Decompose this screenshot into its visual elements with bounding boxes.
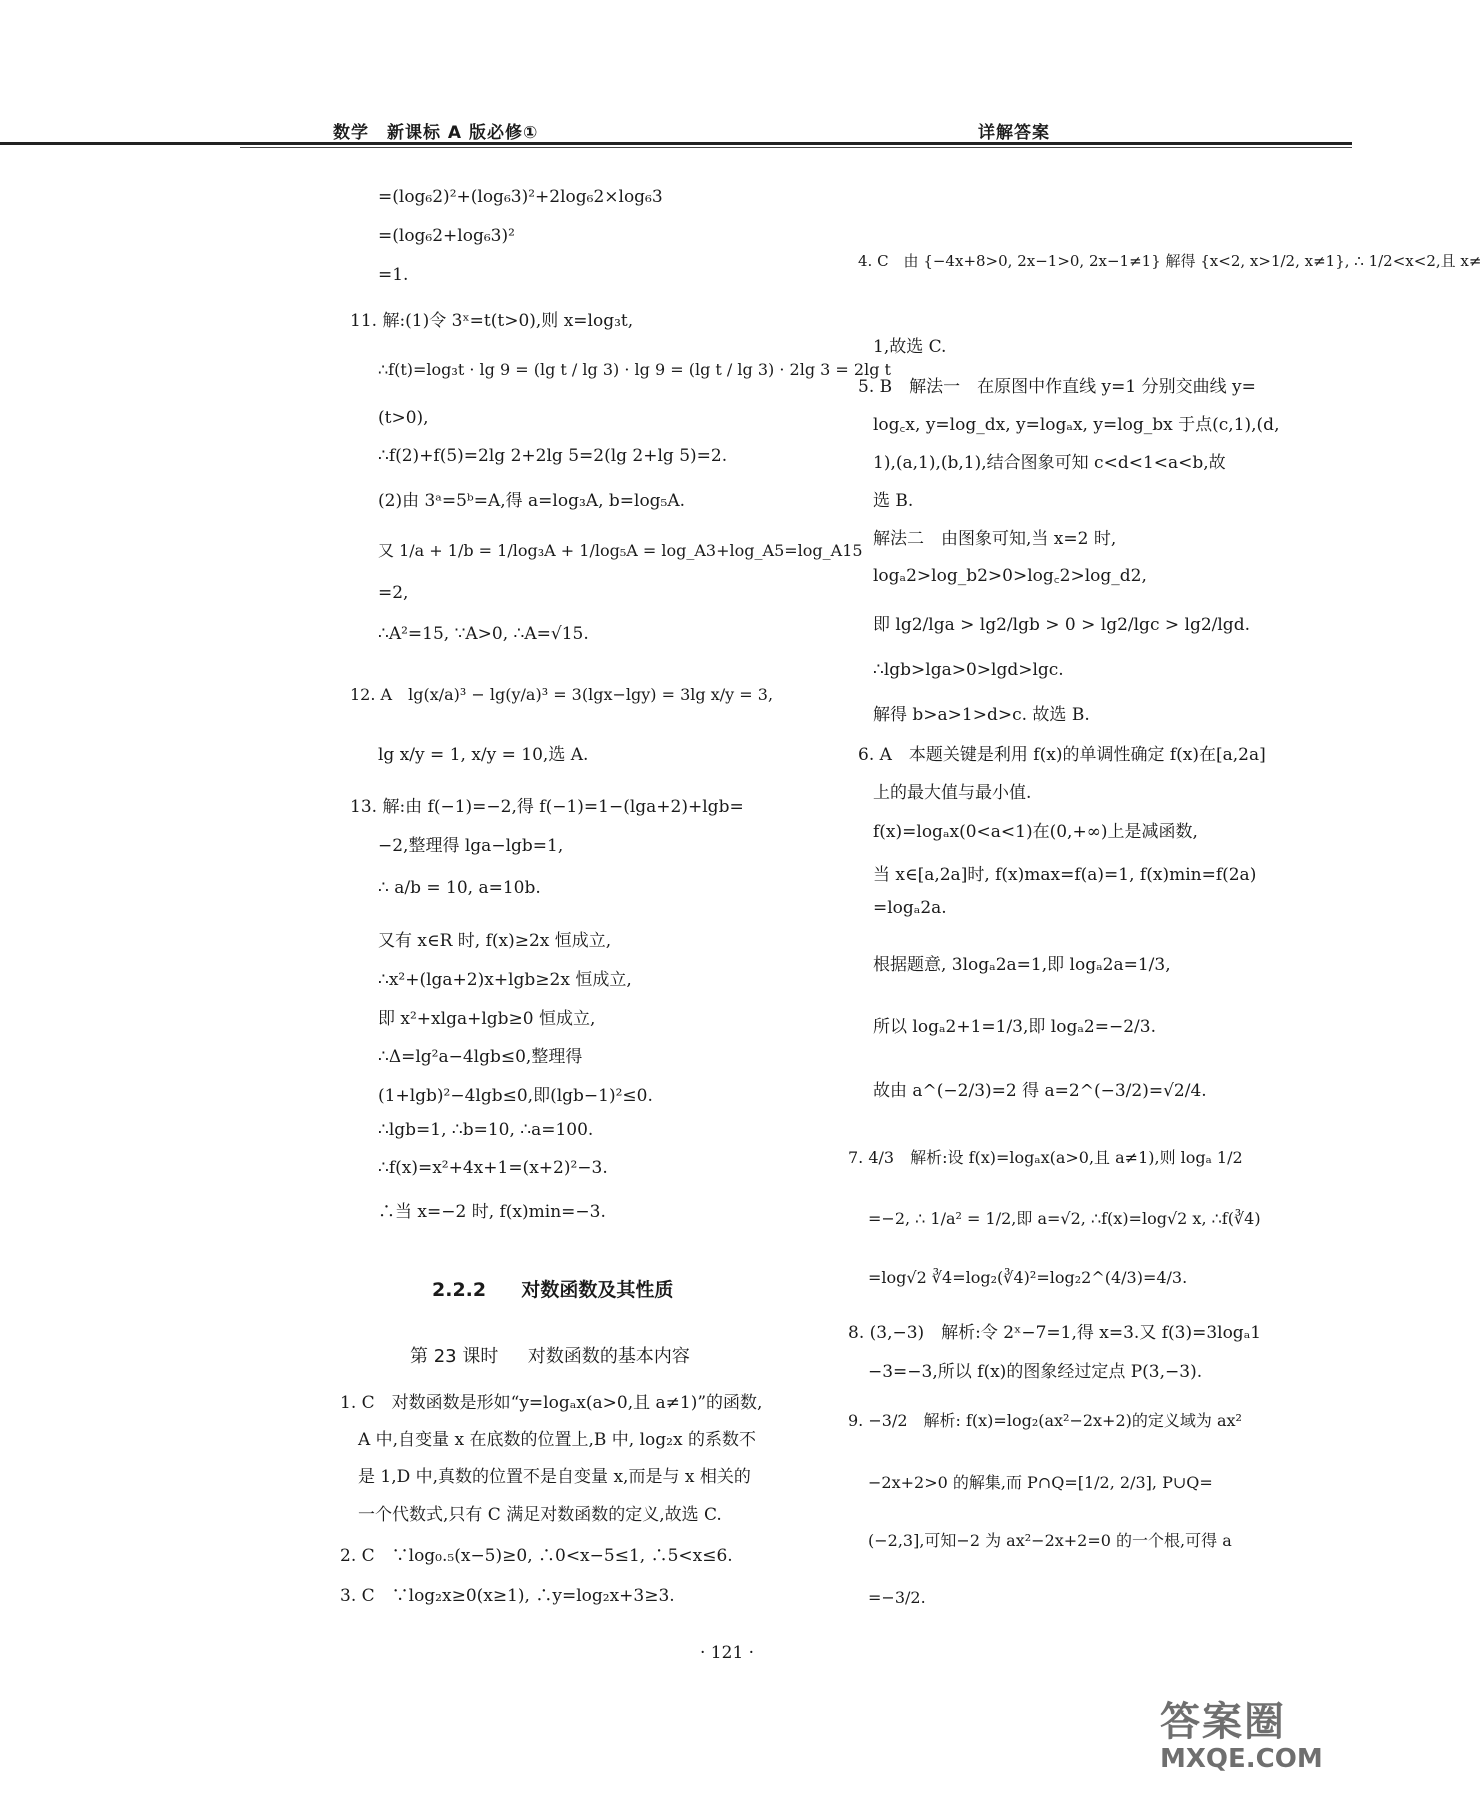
text-line: 当 x∈[a,2a]时, f(x)max=f(a)=1, f(x)min=f(2a) — [873, 865, 1257, 885]
text-line: =logₐ2a. — [873, 898, 947, 918]
text-line: ∴Δ=lg²a−4lgb≤0,整理得 — [378, 1047, 583, 1067]
text-line: =−2, ∴ 1/a² = 1/2,即 a=√2, ∴f(x)=log√2 x, ∴f(∛4) — [868, 1209, 1261, 1228]
text-line: log꜀x, y=log_dx, y=logₐx, y=log_bx 于点(c,1),(d, — [873, 415, 1280, 435]
problem-13: 13. 解:由 f(−1)=−2,得 f(−1)=1−(lga+2)+lgb= — [350, 797, 744, 817]
text-line: 1),(a,1),(b,1),结合图象可知 c<d<1<a<b,故 — [873, 453, 1226, 473]
text-line: =−3/2. — [868, 1588, 926, 1607]
text-line: 又 1/a + 1/b = 1/log₃A + 1/log₅A = log_A3+log_A5=log_A15 — [378, 541, 863, 560]
text-line: 即 x²+xlga+lgb≥0 恒成立, — [378, 1009, 596, 1029]
problem-11: 11. 解:(1)令 3ˣ=t(t>0),则 x=log₃t, — [350, 311, 634, 331]
text-line: ∴A²=15, ∵A>0, ∴A=√15. — [378, 624, 589, 644]
text-line: −2,整理得 lga−lgb=1, — [378, 836, 564, 856]
answer-9: 9. −3/2 解析: f(x)=log₂(ax²−2x+2)的定义域为 ax² — [848, 1411, 1242, 1430]
text-line: f(x)=logₐx(0<a<1)在(0,+∞)上是减函数, — [873, 822, 1198, 842]
answer-1: 1. C 对数函数是形如“y=logₐx(a>0,且 a≠1)”的函数, — [340, 1393, 763, 1413]
text-line: 选 B. — [873, 491, 914, 511]
text-line: (t>0), — [378, 408, 429, 428]
text-line: 解法二 由图象可知,当 x=2 时, — [873, 529, 1117, 549]
section-title: 对数函数及其性质 — [521, 1279, 674, 1301]
text-line: −2x+2>0 的解集,而 P∩Q=[1/2, 2/3], P∪Q= — [868, 1473, 1213, 1492]
text-line: logₐ2>log_b2>0>log꜀2>log_d2, — [873, 566, 1147, 586]
text-line: =log√2 ∛4=log₂(∛4)²=log₂2^(4/3)=4/3. — [868, 1268, 1188, 1287]
text-line: ∴f(t)=log₃t · lg 9 = (lg t / lg 3) · lg 9 = (lg t / lg 3) · 2lg 3 = 2lg t — [378, 360, 891, 379]
section-number: 2.2.2 — [432, 1279, 487, 1301]
header-right: 详解答案 — [978, 123, 1050, 143]
lesson-number: 第 23 课时 — [410, 1346, 499, 1367]
answer-8: 8. (3,−3) 解析:令 2ˣ−7=1,得 x=3.又 f(3)=3logₐ1 — [848, 1323, 1262, 1343]
text-line: 是 1,D 中,真数的位置不是自变量 x,而是与 x 相关的 — [358, 1467, 751, 1487]
text-line: ∴当 x=−2 时, f(x)min=−3. — [378, 1202, 606, 1222]
text-line: 即 lg2/lga > lg2/lgb > 0 > lg2/lgc > lg2/lgd. — [873, 615, 1250, 635]
answer-7: 7. 4/3 解析:设 f(x)=logₐx(a>0,且 a≠1),则 logₐ 1/2 — [848, 1148, 1243, 1167]
text-line: ∴f(2)+f(5)=2lg 2+2lg 5=2(lg 2+lg 5)=2. — [378, 446, 728, 466]
answer-3: 3. C ∵log₂x≥0(x≥1), ∴y=log₂x+3≥3. — [340, 1586, 675, 1606]
page-number: · 121 · — [700, 1643, 755, 1663]
text-line: =(log₆2+log₆3)² — [378, 226, 515, 246]
text-line: A 中,自变量 x 在底数的位置上,B 中, log₂x 的系数不 — [358, 1430, 756, 1450]
text-line: lg x/y = 1, x/y = 10,选 A. — [378, 745, 589, 765]
text-line: (2)由 3ᵃ=5ᵇ=A,得 a=log₃A, b=log₅A. — [378, 491, 686, 511]
header-rule — [0, 142, 1352, 145]
text-line: ∴f(x)=x²+4x+1=(x+2)²−3. — [378, 1158, 608, 1178]
text-line: 又有 x∈R 时, f(x)≥2x 恒成立, — [378, 931, 612, 951]
text-line: −3=−3,所以 f(x)的图象经过定点 P(3,−3). — [868, 1362, 1203, 1382]
text-line: ∴ a/b = 10, a=10b. — [378, 878, 541, 898]
text-line: 根据题意, 3logₐ2a=1,即 logₐ2a=1/3, — [873, 955, 1171, 975]
text-line: 一个代数式,只有 C 满足对数函数的定义,故选 C. — [358, 1505, 722, 1525]
text-line: 故由 a^(−2/3)=2 得 a=2^(−3/2)=√2/4. — [873, 1081, 1207, 1101]
lesson-title: 对数函数的基本内容 — [527, 1346, 690, 1367]
text-line: (−2,3],可知−2 为 ax²−2x+2=0 的一个根,可得 a — [868, 1531, 1232, 1550]
text-line: 上的最大值与最小值. — [873, 783, 1032, 803]
text-line: ∴lgb=1, ∴b=10, ∴a=100. — [378, 1120, 594, 1140]
text-line: ∴x²+(lga+2)x+lgb≥2x 恒成立, — [378, 970, 632, 990]
problem-12: 12. A lg(x/a)³ − lg(y/a)³ = 3(lgx−lgy) = 3lg x/y = 3, — [350, 685, 774, 704]
answer-5: 5. B 解法一 在原图中作直线 y=1 分别交曲线 y= — [858, 377, 1256, 397]
watermark-line1: 答案圈 — [1160, 1699, 1286, 1745]
text-line: =1. — [378, 265, 409, 285]
text-line: =2, — [378, 583, 409, 603]
text-line: 解得 b>a>1>d>c. 故选 B. — [873, 705, 1090, 725]
text-line: ∴lgb>lga>0>lgd>lgc. — [873, 660, 1064, 680]
header-left: 数学 新课标 A 版必修① — [333, 123, 539, 143]
header-rule-thin — [240, 147, 1352, 148]
text-line: =(log₆2)²+(log₆3)²+2log₆2×log₆3 — [378, 187, 663, 207]
text-line: (1+lgb)²−4lgb≤0,即(lgb−1)²≤0. — [378, 1086, 653, 1106]
answer-2: 2. C ∵log₀.₅(x−5)≥0, ∴0<x−5≤1, ∴5<x≤6. — [340, 1546, 733, 1566]
lesson-heading — [410, 1342, 690, 1368]
text-line: 1,故选 C. — [873, 337, 947, 357]
section-heading — [432, 1275, 673, 1302]
answer-4: 4. C 由 {−4x+8>0, 2x−1>0, 2x−1≠1} 解得 {x<2, x>1/2, x≠1}, ∴ 1/2<x<2,且 x≠ — [858, 252, 1481, 270]
watermark-line2: MXQE.COM — [1160, 1744, 1323, 1774]
text-line: 所以 logₐ2+1=1/3,即 logₐ2=−2/3. — [873, 1017, 1156, 1037]
answer-6: 6. A 本题关键是利用 f(x)的单调性确定 f(x)在[a,2a] — [858, 745, 1266, 765]
watermark-logo — [1160, 1700, 1340, 1792]
